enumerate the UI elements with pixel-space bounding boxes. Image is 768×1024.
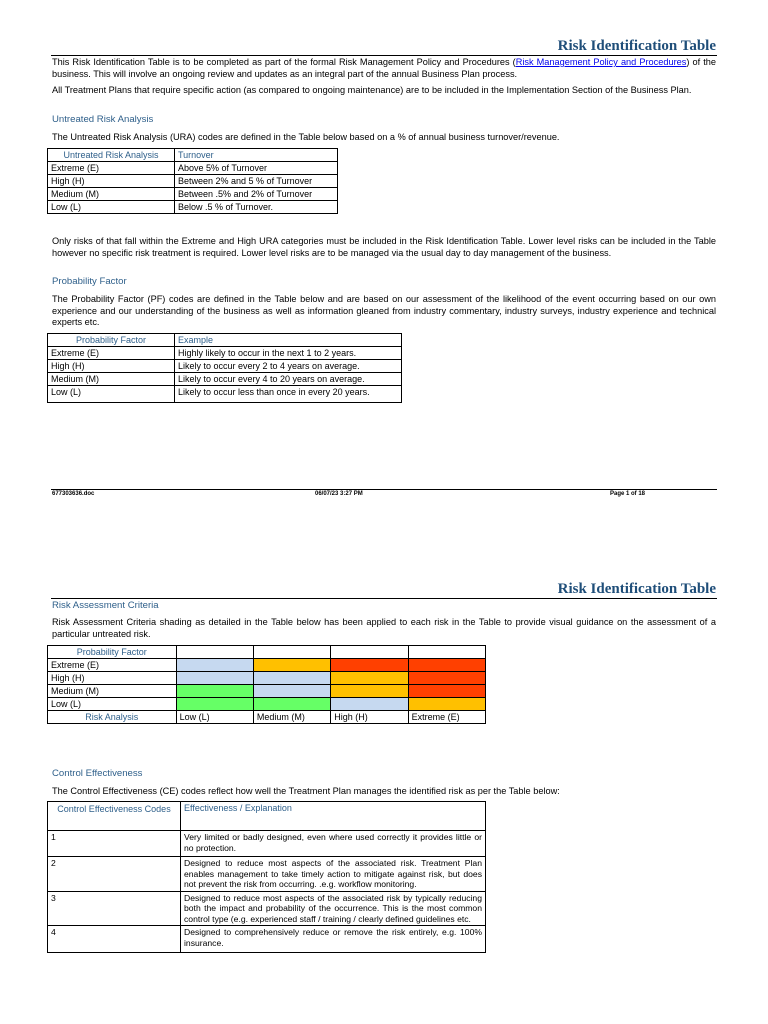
matrix-row [48, 659, 486, 672]
table-cell: Designed to reduce most aspects of the associated risk by typically reducing both the impact and probability of the occurrence. This is the most common control type (e.g. experienced staff / training / clearly defined guidelines etc. [181, 891, 486, 926]
table-header-cell: Turnover [175, 149, 338, 162]
matrix-row-label: Medium (M) [48, 685, 177, 698]
table-row [48, 891, 486, 926]
pf-table [47, 333, 402, 403]
matrix-corner-label: Probability Factor [48, 646, 177, 659]
rac-paragraph: Risk Assessment Criteria shading as detailed in the Table below has been applied to each risk in the Table to provide visual guidance on the assessment of a particular untreated risk. [52, 617, 716, 639]
table-cell: Extreme (E) [48, 162, 175, 175]
matrix-row-label: Extreme (E) [48, 659, 177, 672]
matrix-cell [176, 672, 253, 685]
matrix-cell [331, 685, 408, 698]
matrix-column-label: Extreme (E) [408, 711, 485, 724]
matrix-cell [408, 646, 485, 659]
table-row [48, 175, 338, 188]
matrix-row [48, 672, 486, 685]
matrix-cell [253, 659, 330, 672]
table-cell: Likely to occur less than once in every 20 years. [175, 386, 402, 403]
table-cell: Extreme (E) [48, 347, 175, 360]
matrix-cell [253, 698, 330, 711]
table-header-row [48, 149, 338, 162]
intro-paragraph [52, 57, 716, 80]
treatment-paragraph: All Treatment Plans that require specific action (as compared to ongoing maintenance) are to be included in the Implementation Section of the Business Plan. [52, 85, 692, 95]
table-row [48, 373, 402, 386]
matrix-cell [176, 659, 253, 672]
table-row [48, 188, 338, 201]
matrix-row [48, 685, 486, 698]
table-header-cell: Untreated Risk Analysis [48, 149, 175, 162]
table-cell: Likely to occur every 2 to 4 years on average. [175, 360, 402, 373]
pf-heading: Probability Factor [52, 276, 127, 287]
table-cell: Low (L) [48, 201, 175, 214]
table-cell: Very limited or badly designed, even where used correctly it provides little or no protection. [181, 831, 486, 857]
table-cell: Likely to occur every 4 to 20 years on average. [175, 373, 402, 386]
ce-paragraph: The Control Effectiveness (CE) codes reflect how well the Treatment Plan manages the identified risk as per the Table below: [52, 786, 560, 796]
table-row [48, 347, 402, 360]
table-cell: 1 [48, 831, 181, 857]
page-title-2: Risk Identification Table [557, 581, 716, 597]
intro-text-post: ) of the business. This will involve an ongoing review and updates as an integral part of the annual Business Plan process. [52, 57, 716, 79]
table-header-cell: Effectiveness / Explanation [181, 802, 486, 831]
table-header-row [48, 802, 486, 831]
table-cell: Medium (M) [48, 373, 175, 386]
table-row [48, 201, 338, 214]
table-cell: 2 [48, 857, 181, 892]
header-rule [51, 55, 717, 56]
table-header-cell: Example [175, 334, 402, 347]
table-row [48, 360, 402, 373]
matrix-cell [253, 646, 330, 659]
ce-heading: Control Effectiveness [52, 768, 143, 779]
matrix-header-row [48, 646, 486, 659]
table-cell: 4 [48, 926, 181, 953]
policy-link[interactable]: Risk Management Policy and Procedures [515, 57, 687, 67]
table-cell: Between .5% and 2% of Turnover [175, 188, 338, 201]
pf-paragraph: The Probability Factor (PF) codes are defined in the Table below and are based on our assessment of the likelihood of the event occurring based on our own experience and our understanding of the business as well as information gleaned from industry commentary, industry surveys, industry experience and technical experts etc. [52, 294, 716, 328]
table-cell: Above 5% of Turnover [175, 162, 338, 175]
table-header-cell: Probability Factor [48, 334, 175, 347]
footer-page-number: Page 1 of 18 [610, 491, 646, 497]
matrix-cell [176, 685, 253, 698]
table-cell: Highly likely to occur in the next 1 to 2 years. [175, 347, 402, 360]
matrix-cell [331, 659, 408, 672]
intro-text-pre: This Risk Identification Table is to be completed as part of the formal Risk Management Policy and Procedures ( [52, 57, 516, 67]
matrix-row-label: Low (L) [48, 698, 177, 711]
matrix-column-label: Medium (M) [253, 711, 330, 724]
matrix-cell [408, 659, 485, 672]
header-rule-2 [51, 598, 717, 599]
matrix-cell [408, 672, 485, 685]
matrix-column-label: High (H) [331, 711, 408, 724]
matrix-row-label: High (H) [48, 672, 177, 685]
table-cell: Low (L) [48, 386, 175, 403]
matrix-cell [331, 646, 408, 659]
table-row [48, 831, 486, 857]
table-row [48, 857, 486, 892]
matrix-footer-row [48, 711, 486, 724]
page-title: Risk Identification Table [557, 38, 716, 54]
rac-heading: Risk Assessment Criteria [52, 600, 159, 611]
matrix-cell [253, 672, 330, 685]
table-row [48, 926, 486, 953]
footer-rule [51, 489, 717, 490]
matrix-cell [253, 685, 330, 698]
table-cell: High (H) [48, 360, 175, 373]
matrix-row [48, 698, 486, 711]
table-cell: Between 2% and 5 % of Turnover [175, 175, 338, 188]
matrix-cell [176, 698, 253, 711]
ura-note: Only risks of that fall within the Extreme and High URA categories must be included in the Risk Identification Table. Lower level risks can be included in the Table however no specific risk treatment is required. Lower level risks are to be managed via the usual day to day management of the business. [52, 236, 716, 258]
table-row [48, 162, 338, 175]
ura-table [47, 148, 338, 214]
ura-heading: Untreated Risk Analysis [52, 114, 154, 125]
matrix-cell [331, 698, 408, 711]
matrix-column-label: Low (L) [176, 711, 253, 724]
footer-date: 06/07/23 3:27 PM [315, 491, 363, 497]
matrix-cell [331, 672, 408, 685]
footer-filename: 677303636.doc [52, 491, 95, 497]
table-cell: 3 [48, 891, 181, 926]
table-cell: Designed to comprehensively reduce or remove the risk entirely, e.g. 100% insurance. [181, 926, 486, 953]
table-cell: Designed to reduce most aspects of the associated risk. Treatment Plan enables management to take timely action to mitigate against risk, but does not prevent the risk from occurring. .e.g. workflow monitoring. [181, 857, 486, 892]
matrix-axis-label: Risk Analysis [48, 711, 177, 724]
table-row [48, 386, 402, 403]
table-header-row [48, 334, 402, 347]
table-header-cell: Control Effectiveness Codes [48, 802, 181, 831]
ce-table [47, 801, 486, 953]
matrix-cell [408, 685, 485, 698]
matrix-cell [176, 646, 253, 659]
ura-paragraph: The Untreated Risk Analysis (URA) codes are defined in the Table below based on a % of annual business turnover/revenue. [52, 132, 560, 142]
matrix-cell [408, 698, 485, 711]
table-cell: Below .5 % of Turnover. [175, 201, 338, 214]
risk-matrix [47, 645, 486, 724]
table-cell: Medium (M) [48, 188, 175, 201]
table-cell: High (H) [48, 175, 175, 188]
